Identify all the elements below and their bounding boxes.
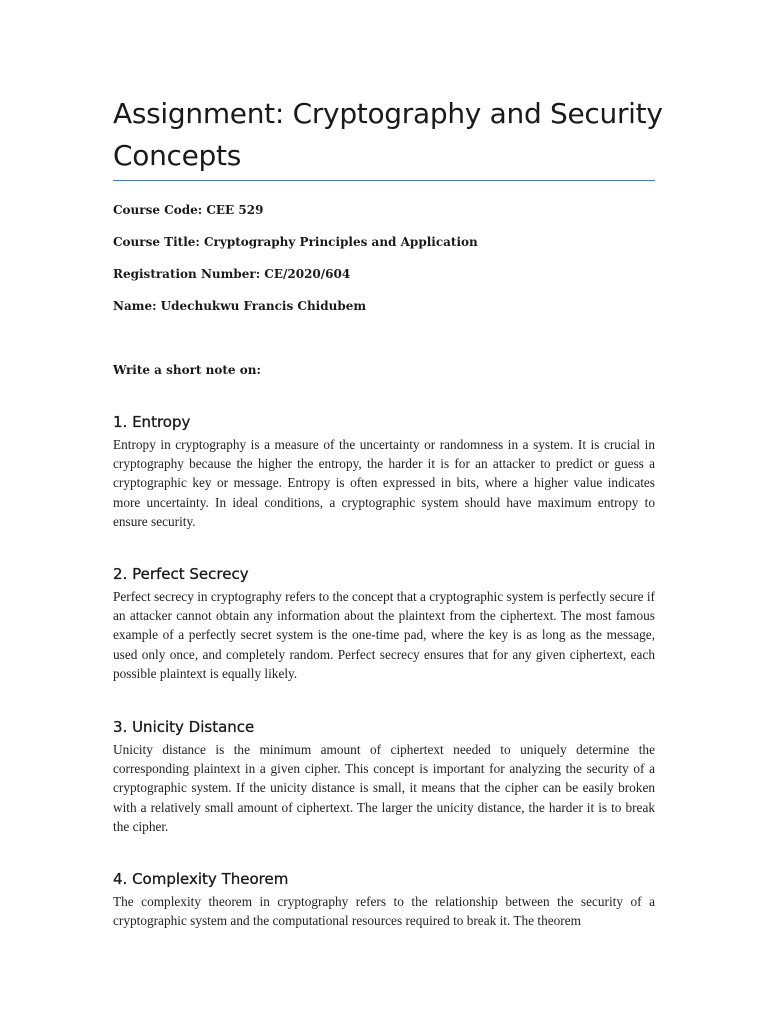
section-body-entropy: Entropy in cryptography is a measure of the uncertainty or randomness in a system. It is crucial in cryptography because the higher the entropy, the harder it is for an attacker to predict or guess a cryptographic key or message. Entropy is often expressed in bits, where a higher value indicates more uncertainty. In ideal conditions, a cryptographic system should have maximum entropy to ensure security. [113, 437, 655, 529]
section-heading-perfect-secrecy: 2. Perfect Secrecy [113, 565, 249, 583]
course-code: Course Code: CEE 529 [113, 203, 264, 217]
title-underline [113, 180, 655, 181]
section-body-unicity-distance: Unicity distance is the minimum amount of ciphertext needed to uniquely determine the corresponding plaintext in a given cipher. This concept is important for analyzing the security of a cryptographic system. If the unicity distance is small, it means that the cipher can be easily broken with a relatively small amount of ciphertext. The larger the unicity distance, the harder it is to break the cipher. [113, 742, 655, 834]
section-heading-unicity-distance: 3. Unicity Distance [113, 718, 255, 736]
course-title: Course Title: Cryptography Principles and Application [113, 235, 478, 249]
section-body-complexity-theorem: The complexity theorem in cryptography refers to the relationship between the security of a cryptographic system and the computational resources required to break it. The theorem [113, 894, 655, 929]
document-title: Assignment: Cryptography and Security Concepts [113, 97, 663, 172]
student-name: Name: Udechukwu Francis Chidubem [113, 299, 367, 313]
registration-number: Registration Number: CE/2020/604 [113, 267, 351, 281]
section-body-perfect-secrecy: Perfect secrecy in cryptography refers to the concept that a cryptographic system is perfectly secure if an attacker cannot obtain any information about the plaintext from the ciphertext. The most famous example of a perfectly secret system is the one-time pad, where the key is as long as the message, used only once, and completely random. Perfect secrecy ensures that for any given ciphertext, each possible plaintext is equally likely. [113, 589, 655, 681]
section-heading-complexity-theorem: 4. Complexity Theorem [113, 870, 289, 888]
section-heading-entropy: 1. Entropy [113, 413, 191, 431]
assignment-prompt: Write a short note on: [113, 363, 261, 377]
